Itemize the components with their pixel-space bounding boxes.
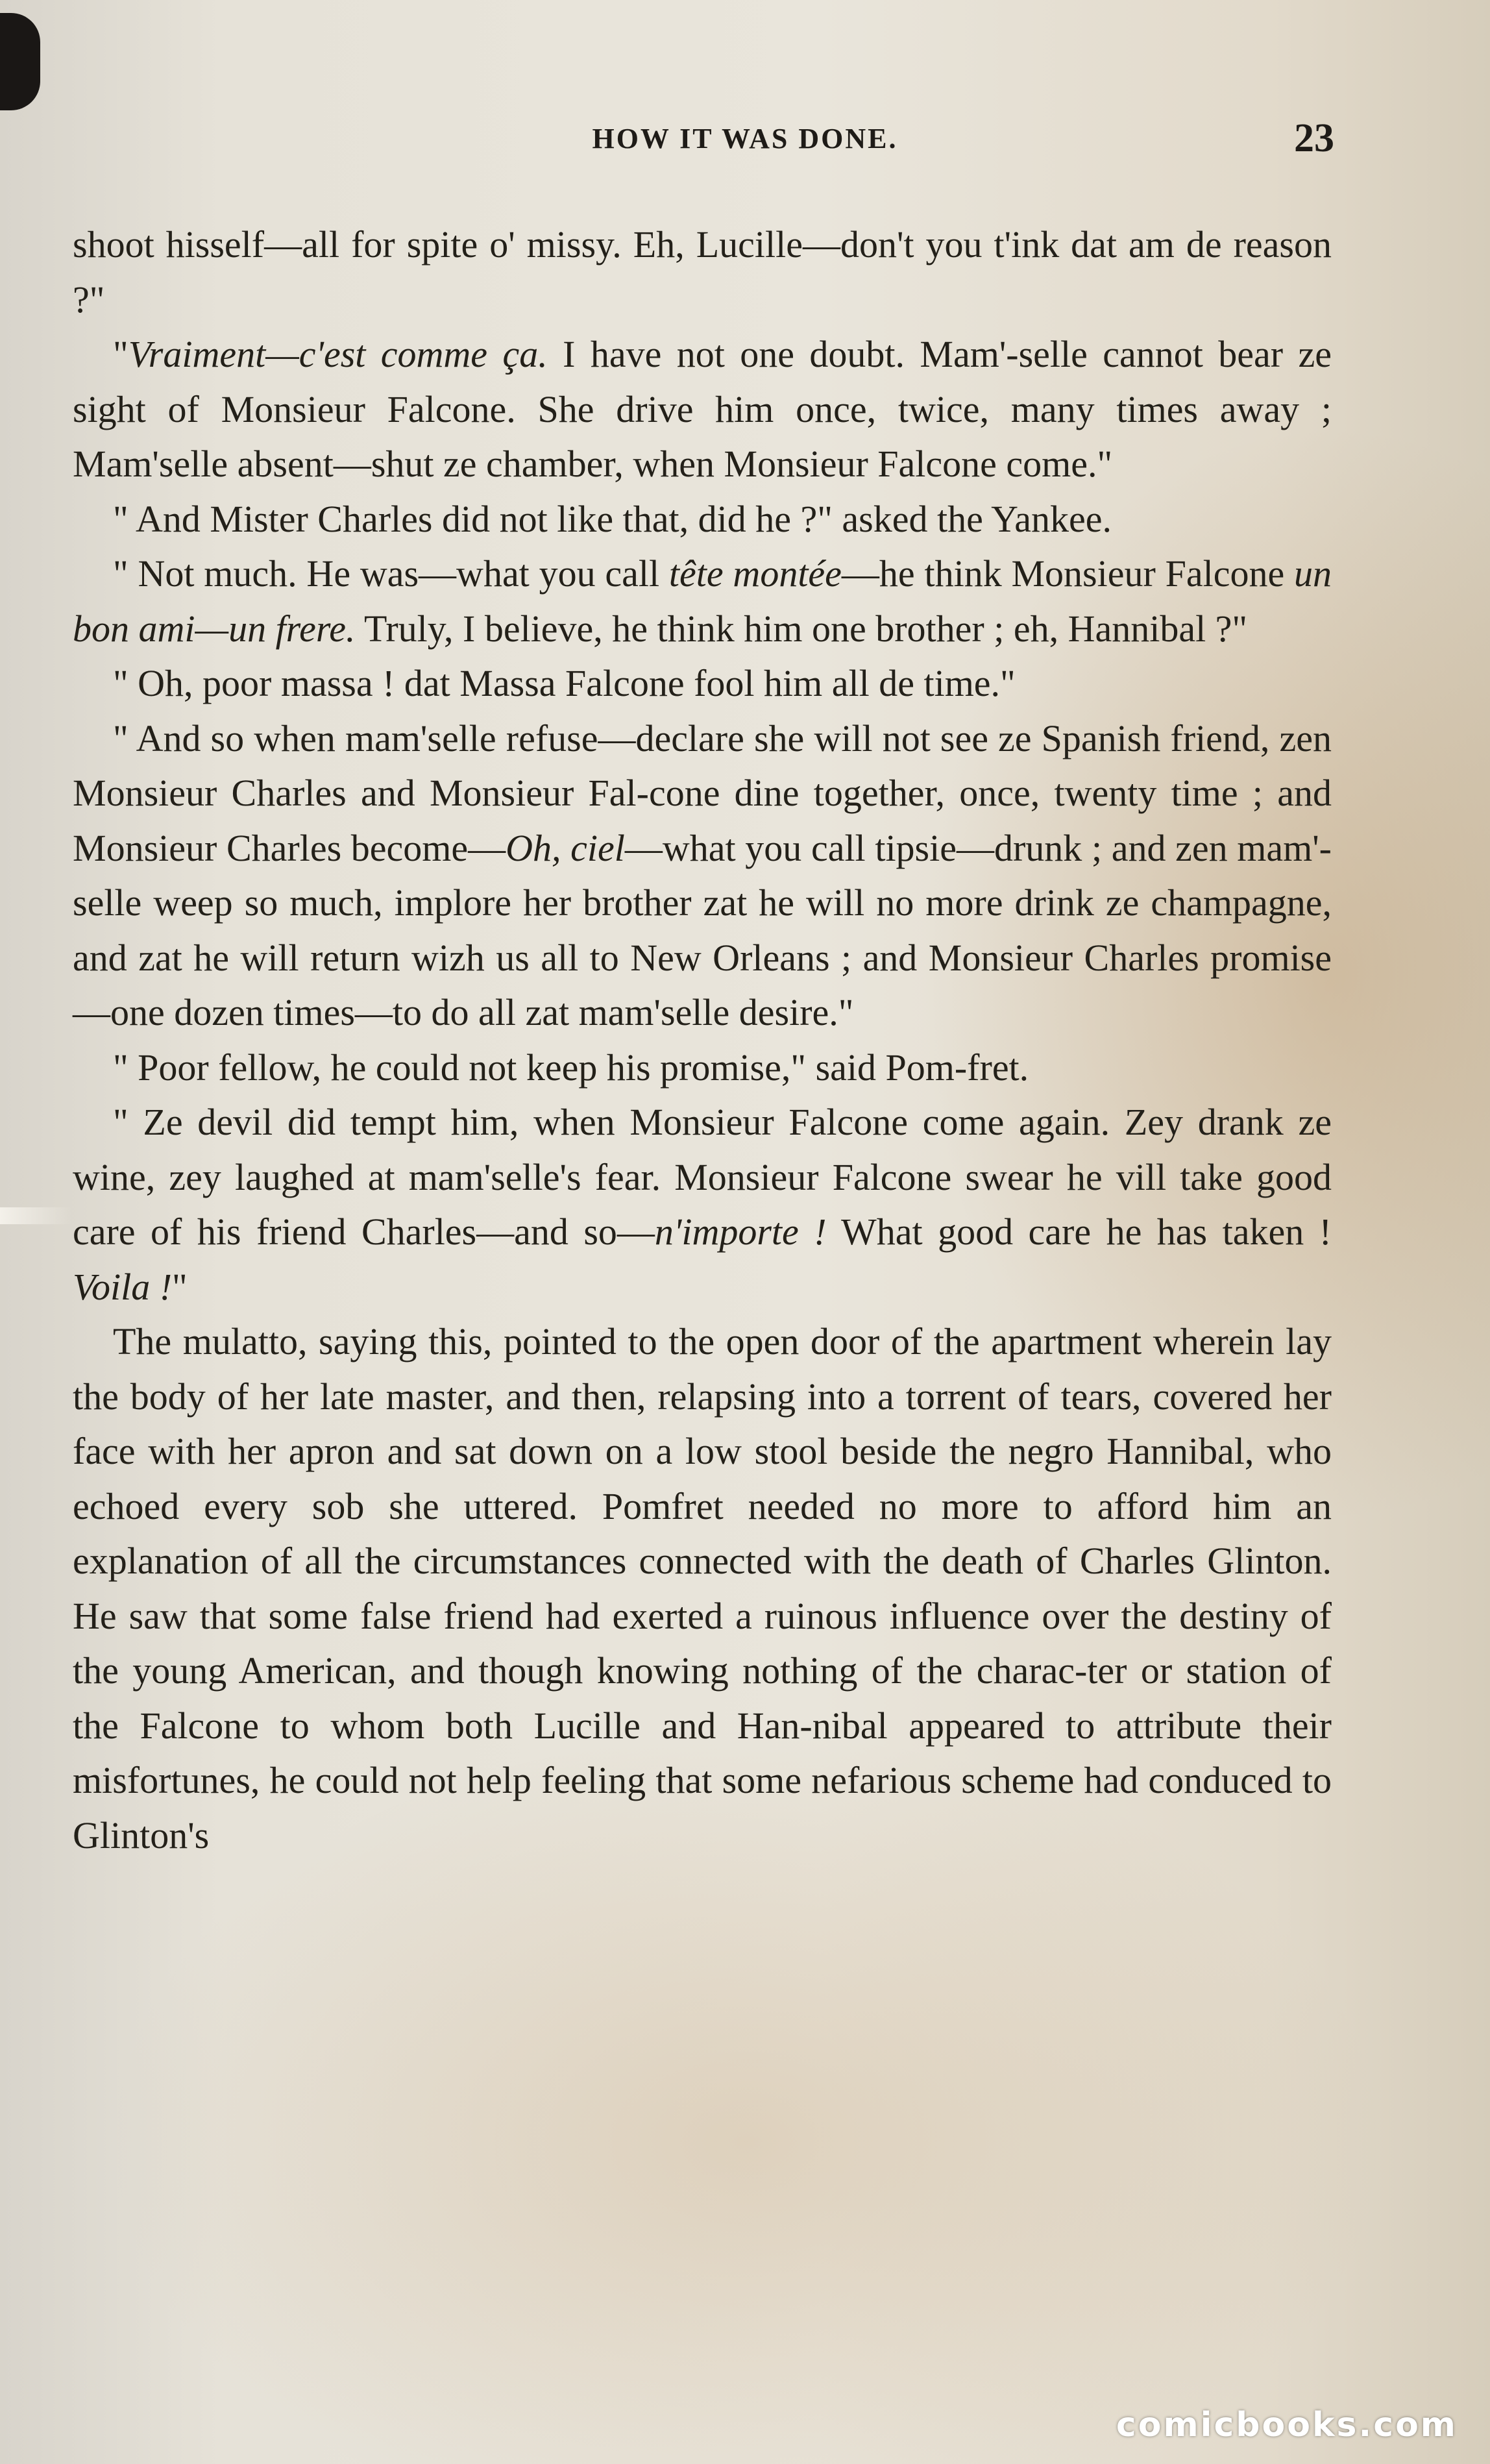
body-text [73, 217, 1332, 1863]
italic-phrase: Oh, ciel [506, 826, 625, 869]
running-head [0, 116, 1490, 174]
paragraph: " And Mister Charles did not like that, did he ?" asked the Yankee. [113, 497, 1112, 540]
italic-phrase: un bon ami—un frere. [73, 552, 1332, 650]
page-number: 23 [1294, 116, 1334, 160]
paragraph: " Oh, poor massa ! dat Massa Falcone fool him all de time." [113, 662, 1016, 704]
paragraph: shoot hisself—all for spite o' missy. Eh, Lucille—don't you t'ink dat am de reason ?" [73, 223, 1332, 321]
ink-blot [0, 13, 40, 110]
italic-phrase: Voila ! [73, 1265, 173, 1308]
running-title: HOW IT WAS DONE. [592, 123, 898, 154]
paragraph: " And so when mam'selle refuse—declare she will not see ze Spanish friend, zen Monsieur Charles and Monsieur Fal-cone dine together, once, twenty time ; and Monsieur Charles become—Oh, ciel—what you call tipsie—drunk ; and zen mam'-selle weep so much, implore her brother zat he will no more drink ze champagne, and zat he will return wizh us all to New Orleans ; and Monsieur Charles promise—one dozen times—to do all zat mam'selle desire." [73, 717, 1332, 1033]
italic-phrase: tête montée [668, 552, 842, 595]
italic-phrase: Vraiment—c'est comme ça. [128, 333, 548, 375]
paragraph: " Not much. He was—what you call tête montée—he think Monsieur Falcone un bon ami—un frere. Truly, I believe, he think him one brother ; eh, Hannibal ?" [73, 552, 1332, 650]
page-tear [0, 1207, 71, 1224]
watermark: comicbooks.com [1116, 2406, 1458, 2445]
paragraph: The mulatto, saying this, pointed to the open door of the apartment wherein lay the body of her late master, and then, relapsing into a torrent of tears, covered her face with her apron and sat down on a low stool beside the negro Hannibal, who echoed every sob she uttered. Pomfret needed no more to afford him an explanation of all the circumstances connected with the death of Charles Glinton. He saw that some false friend had exerted a ruinous influence over the destiny of the young American, and though knowing nothing of the charac-ter or station of the Falcone to whom both Lucille and Han-nibal appeared to attribute their misfortunes, he could not help feeling that some nefarious scheme had conduced to Glinton's [73, 1320, 1332, 1856]
paragraph: "Vraiment—c'est comme ça. I have not one doubt. Mam'-selle cannot bear ze sight of Monsieur Falcone. She drive him once, twice, many times away ; Mam'selle absent—shut ze chamber, when Monsieur Falcone come." [73, 333, 1332, 485]
paragraph: " Poor fellow, he could not keep his promise," said Pom-fret. [113, 1046, 1029, 1089]
italic-phrase: n'importe ! [654, 1211, 827, 1253]
paragraph: " Ze devil did tempt him, when Monsieur Falcone come again. Zey drank ze wine, zey laughed at mam'selle's fear. Monsieur Falcone swear he vill take good care of his friend Charles—and so—n'importe ! What good care he has taken ! Voila !" [73, 1101, 1332, 1308]
